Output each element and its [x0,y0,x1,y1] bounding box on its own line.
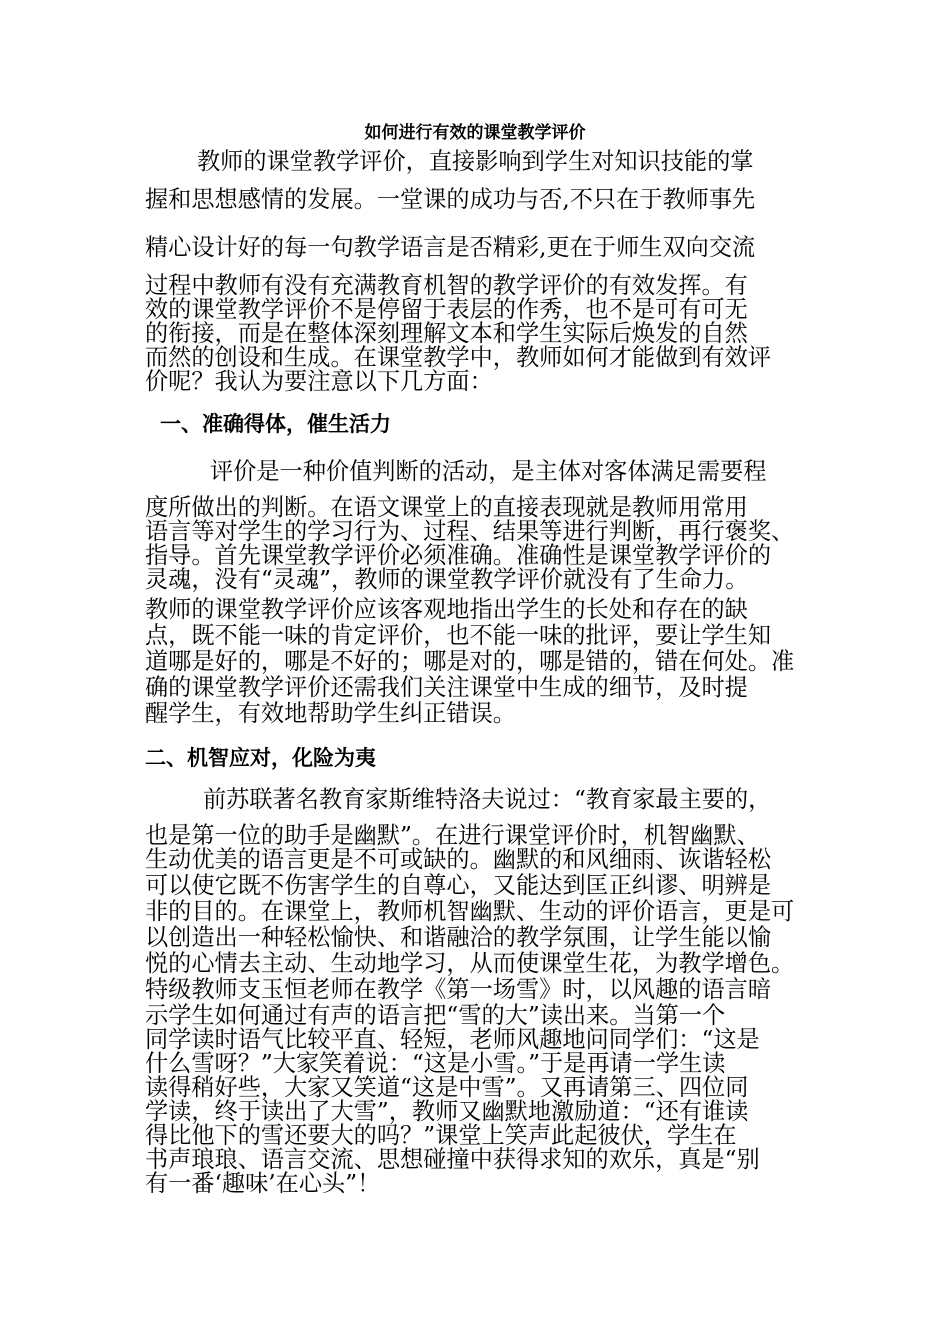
section-1-line-7: 点，既不能一味的肯定评价，也不能一味的批评，要让学生知 [145,622,772,649]
section-2-line-1: 前苏联著名教育家斯维特洛夫说过：“教育家最主要的， [203,786,772,813]
section-1-line-5: 灵魂，没有“灵魂”，教师的课堂教学评价就没有了生命力。 [145,566,749,593]
section-1-heading: 一、准确得体，催生活力 [160,412,391,436]
section-2-heading: 二、机智应对，化险为夷 [145,746,376,770]
intro-line-6: 的衔接，而是在整体深刻理解文本和学生实际后焕发的自然 [145,320,748,347]
section-2-line-4: 可以使它既不伤害学生的自尊心，又能达到匡正纠谬、明辨是 [145,872,772,899]
section-1-line-1: 评价是一种价值判断的活动，是主体对客体满足需要程 [210,458,767,485]
section-1-line-8: 道哪是好的，哪是不好的；哪是对的，哪是错的，错在何处。准 [145,648,795,675]
section-2-line-16: 有一番‘趣味’在心头”！ [145,1170,381,1197]
section-1-line-10: 醒学生，有效地帮助学生纠正错误。 [145,700,516,727]
section-2-line-10: 同学读时语气比较平直、轻短，老师风趣地问同学们：“这是 [145,1026,760,1053]
section-2-line-2: 也是第一位的助手是幽默”。在进行课堂评价时，机智幽默、 [145,822,760,849]
intro-line-3: 精心设计好的每一句教学语言是否精彩,更在于师生双向交流 [145,234,756,261]
section-2-line-15: 书声琅琅、语言交流、思想碰撞中获得求知的欢乐，真是“别 [145,1146,760,1173]
section-1-line-2: 度所做出的判断。在语文课堂上的直接表现就是教师用常用 [145,494,748,521]
intro-line-7: 而然的创设和生成。在课堂教学中，教师如何才能做到有效评 [145,344,772,371]
section-2-line-14: 得比他下的雪还要大的吗？”课堂上笑声此起彼伏，学生在 [145,1122,737,1149]
section-1-line-9: 确的课堂教学评价还需我们关注课堂中生成的细节，及时提 [145,674,748,701]
section-2-line-13: 学读，终于读出了大雪”，教师又幽默地激励道：“还有谁读 [145,1098,749,1125]
section-2-line-12: 读得稍好些，大家又笑道“这是中雪”。又再请第三、四位同 [145,1074,749,1101]
section-2-line-3: 生动优美的语言更是不可或缺的。幽默的和风细雨、诙谐轻松 [145,846,772,873]
intro-line-4: 过程中教师有没有充满教育机智的教学评价的有效发挥。有 [145,272,748,299]
section-2-line-6: 以创造出一种轻松愉快、和谐融洽的教学氛围，让学生能以愉 [145,924,772,951]
section-2-line-9: 示学生如何通过有声的语言把“雪的大”读出来。当第一个 [145,1002,726,1029]
section-1-line-3: 语言等对学生的学习行为、过程、结果等进行判断，再行褒奖、 [145,518,795,545]
section-2-line-5: 非的目的。在课堂上，教师机智幽默、生动的评价语言，更是可 [145,898,795,925]
intro-line-8: 价呢？我认为要注意以下几方面： [145,368,493,395]
section-2-line-11: 什么雪呀？”大家笑着说：“这是小雪。”于是再请一学生读 [145,1050,726,1077]
section-1-line-6: 教师的课堂教学评价应该客观地指出学生的长处和存在的缺 [145,596,748,623]
section-2-line-8: 特级教师支玉恒老师在教学《第一场雪》时，以风趣的语言暗 [145,976,772,1003]
document-title: 如何进行有效的课堂教学评价 [364,123,586,143]
section-2-line-7: 悦的心情去主动、生动地学习，从而使课堂生花，为教学增色。 [145,950,795,977]
section-1-line-4: 指导。首先课堂教学评价必须准确。准确性是课堂教学评价的 [145,542,772,569]
intro-line-2: 握和思想感情的发展。一堂课的成功与否,不只在于教师事先 [145,186,756,213]
intro-line-5: 效的课堂教学评价不是停留于表层的作秀，也不是可有可无 [145,296,748,323]
intro-line-1: 教师的课堂教学评价，直接影响到学生对知识技能的掌 [197,148,754,175]
